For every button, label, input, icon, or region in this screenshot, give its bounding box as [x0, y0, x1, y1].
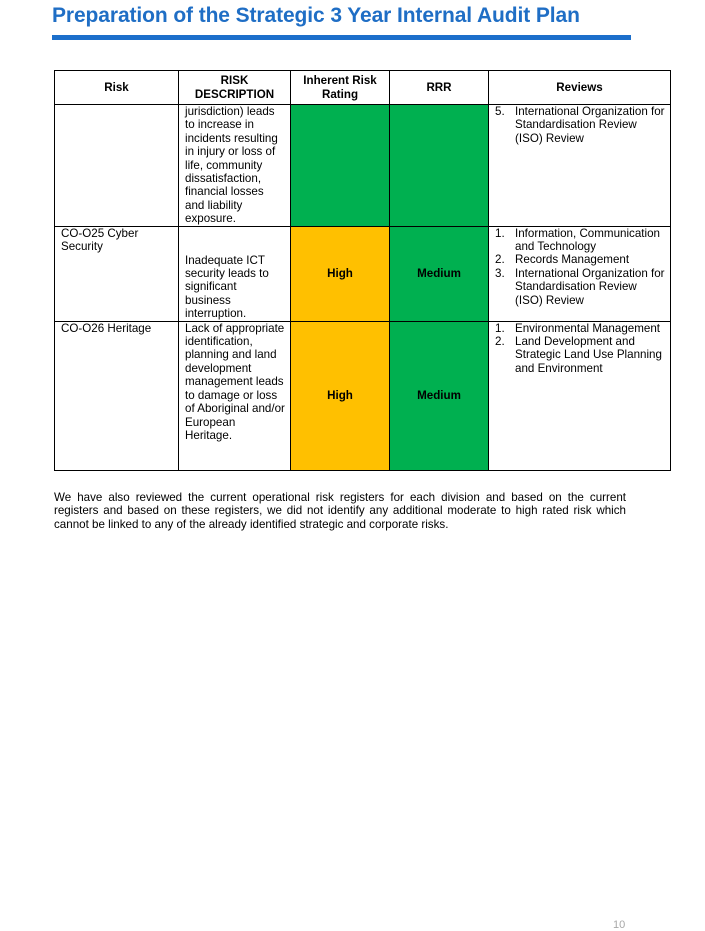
risk-cell [55, 105, 179, 227]
list-item-text: International Organization for Standardisation Review (ISO) Review [515, 105, 665, 145]
list-item [495, 105, 665, 145]
page-title: Preparation of the Strategic 3 Year Internal Audit Plan [52, 4, 580, 27]
title-divider [52, 35, 631, 40]
column-header-reviews: Reviews [489, 71, 671, 105]
reviews-cell [489, 226, 671, 321]
rrr-cell: Medium [390, 226, 489, 321]
list-item-number: 2. [495, 335, 505, 349]
list-item-text: Information, Communication and Technology [515, 226, 660, 254]
reviews-cell [489, 105, 671, 227]
risk-description-text: Inadequate ICT security leads to significant business interruption. [185, 253, 269, 321]
list-item-number: 5. [495, 105, 505, 118]
reviews-list [495, 322, 665, 376]
list-item-text: Land Development and Strategic Land Use Planning and Environment [515, 335, 662, 375]
list-item [495, 253, 665, 266]
list-item [495, 227, 665, 254]
list-item-text: Records Management [515, 253, 630, 267]
rrr-cell: Medium [390, 321, 489, 470]
risk-description-cell: jurisdiction) leads to increase in incidents resulting in injury or loss of life, community dissatisfaction, financial losses and liability exposure. [179, 105, 291, 227]
risk-cell: CO-O25 Cyber Security [55, 226, 179, 321]
reviews-cell [489, 321, 671, 470]
reviews-list [495, 227, 665, 307]
list-item-text: International Organization for Standardisation Review (ISO) Review [515, 266, 665, 307]
list-item-text: Environmental Management [515, 321, 661, 335]
list-item-number: 1. [495, 321, 505, 335]
inherent-rating-cell: High [291, 226, 390, 321]
list-item [495, 335, 665, 375]
inherent-rating-cell: High [291, 321, 390, 470]
list-item [495, 267, 665, 307]
table-header-row [55, 71, 671, 105]
list-item [495, 322, 665, 335]
rrr-cell [390, 105, 489, 227]
body-paragraph: We have also reviewed the current operational risk registers for each division and based on the current registers and based on these registers, we did not identify any additional moderate to high rated risk which cannot be linked to any of the already identified strategic and corporate risks. [54, 491, 626, 531]
list-item-number: 3. [495, 266, 505, 280]
list-item-number: 1. [495, 226, 505, 240]
column-header-inherent-risk-rating: Inherent Risk Rating [291, 71, 390, 105]
column-header-risk-description: RISK DESCRIPTION [179, 71, 291, 105]
inherent-rating-cell [291, 105, 390, 227]
column-header-risk: Risk [55, 71, 179, 105]
risk-description-cell [179, 226, 291, 321]
page-number: 10 [613, 919, 626, 931]
table-row [55, 321, 671, 470]
risk-cell: CO-O26 Heritage [55, 321, 179, 470]
risk-table [54, 70, 671, 471]
table-row [55, 226, 671, 321]
list-item-number: 2. [495, 253, 505, 267]
column-header-rrr: RRR [390, 71, 489, 105]
risk-description-cell: Lack of appropriate identification, planning and land development management leads to damage or loss of Aboriginal and/or European Heritage. [179, 321, 291, 470]
table-row [55, 105, 671, 227]
reviews-list [495, 105, 665, 145]
